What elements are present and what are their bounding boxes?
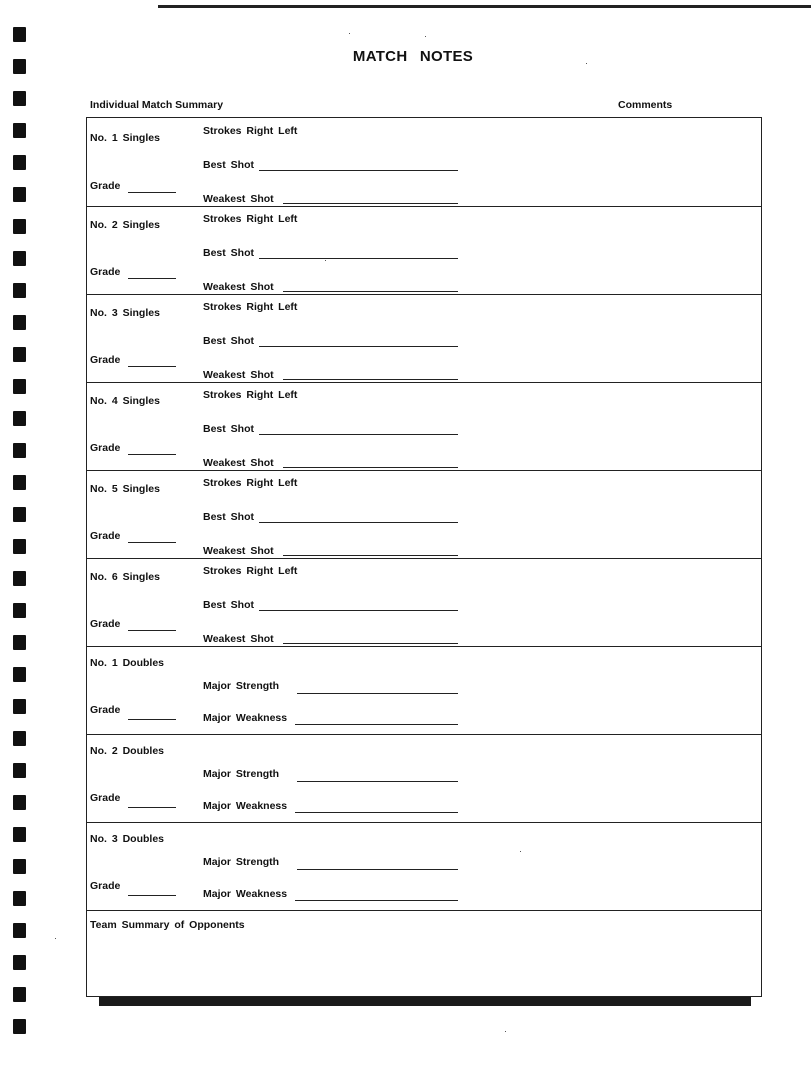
punch-hole xyxy=(13,603,26,618)
punch-hole xyxy=(13,987,26,1002)
scan-speck xyxy=(349,33,350,34)
singles-4-section xyxy=(87,383,761,471)
doubles-3-strength-label: Major Strength xyxy=(203,856,280,868)
doubles-1-grade-field[interactable] xyxy=(128,719,176,720)
top-rule xyxy=(158,5,811,8)
singles-5-best-shot-field[interactable] xyxy=(259,522,458,523)
singles-5-weakest-shot-label: Weakest Shot xyxy=(203,545,274,557)
match-notes-form xyxy=(86,117,762,997)
singles-6-section xyxy=(87,559,761,647)
doubles-3-grade-label: Grade xyxy=(90,880,121,892)
doubles-2-grade-label: Grade xyxy=(90,792,121,804)
singles-3-grade-label: Grade xyxy=(90,354,121,366)
doubles-3-weakness-field[interactable] xyxy=(295,900,458,901)
punch-hole xyxy=(13,571,26,586)
punch-hole xyxy=(13,955,26,970)
team-summary-section[interactable] xyxy=(87,911,761,997)
singles-4-weakest-shot-field[interactable] xyxy=(283,467,458,468)
punch-hole xyxy=(13,283,26,298)
doubles-1-strength-field[interactable] xyxy=(297,693,458,694)
doubles-3-grade-field[interactable] xyxy=(128,895,176,896)
singles-3-best-shot-label: Best Shot xyxy=(203,335,255,347)
individual-match-summary-header: Individual Match Summary xyxy=(90,99,224,111)
singles-5-section xyxy=(87,471,761,559)
punch-hole xyxy=(13,475,26,490)
punch-hole xyxy=(13,411,26,426)
punch-hole xyxy=(13,379,26,394)
doubles-3-section xyxy=(87,823,761,911)
singles-4-best-shot-field[interactable] xyxy=(259,434,458,435)
punch-hole xyxy=(13,923,26,938)
singles-3-strokes-label: Strokes Right Left xyxy=(203,301,298,313)
singles-6-grade-field[interactable] xyxy=(128,630,176,631)
doubles-1-weakness-label: Major Weakness xyxy=(203,712,288,724)
singles-3-weakest-shot-label: Weakest Shot xyxy=(203,369,274,381)
singles-6-grade-label: Grade xyxy=(90,618,121,630)
punch-hole xyxy=(13,699,26,714)
singles-2-strokes-label: Strokes Right Left xyxy=(203,213,298,225)
doubles-1-label: No. 1 Doubles xyxy=(90,657,165,669)
punch-hole xyxy=(13,347,26,362)
punch-hole xyxy=(13,315,26,330)
singles-1-weakest-shot-field[interactable] xyxy=(283,203,458,204)
punch-hole xyxy=(13,91,26,106)
scan-speck xyxy=(325,260,326,261)
singles-4-grade-field[interactable] xyxy=(128,454,176,455)
singles-5-best-shot-label: Best Shot xyxy=(203,511,255,523)
punch-hole xyxy=(13,891,26,906)
doubles-1-section xyxy=(87,647,761,735)
scan-speck xyxy=(586,63,587,64)
comments-header: Comments xyxy=(618,99,673,111)
doubles-2-label: No. 2 Doubles xyxy=(90,745,165,757)
singles-2-grade-label: Grade xyxy=(90,266,121,278)
singles-4-grade-label: Grade xyxy=(90,442,121,454)
punch-hole xyxy=(13,795,26,810)
singles-3-best-shot-field[interactable] xyxy=(259,346,458,347)
punch-hole xyxy=(13,667,26,682)
team-summary-label: Team Summary of Opponents xyxy=(90,919,245,931)
singles-2-section xyxy=(87,207,761,295)
singles-3-section xyxy=(87,295,761,383)
singles-5-grade-label: Grade xyxy=(90,530,121,542)
doubles-1-grade-label: Grade xyxy=(90,704,121,716)
singles-5-grade-field[interactable] xyxy=(128,542,176,543)
singles-2-best-shot-label: Best Shot xyxy=(203,247,255,259)
singles-1-grade-field[interactable] xyxy=(128,192,176,193)
singles-1-grade-label: Grade xyxy=(90,180,121,192)
singles-2-label: No. 2 Singles xyxy=(90,219,160,231)
singles-1-label: No. 1 Singles xyxy=(90,132,160,144)
singles-3-label: No. 3 Singles xyxy=(90,307,160,319)
punch-hole xyxy=(13,731,26,746)
doubles-1-weakness-field[interactable] xyxy=(295,724,458,725)
punch-hole xyxy=(13,507,26,522)
singles-4-label: No. 4 Singles xyxy=(90,395,160,407)
singles-3-grade-field[interactable] xyxy=(128,366,176,367)
punch-hole xyxy=(13,443,26,458)
singles-2-best-shot-field[interactable] xyxy=(259,258,458,259)
singles-4-best-shot-label: Best Shot xyxy=(203,423,255,435)
doubles-2-strength-label: Major Strength xyxy=(203,768,280,780)
punch-hole xyxy=(13,187,26,202)
singles-4-strokes-label: Strokes Right Left xyxy=(203,389,298,401)
singles-4-weakest-shot-label: Weakest Shot xyxy=(203,457,274,469)
scan-speck xyxy=(505,1031,506,1032)
scan-speck xyxy=(520,851,521,852)
singles-6-label: No. 6 Singles xyxy=(90,571,160,583)
singles-3-weakest-shot-field[interactable] xyxy=(283,379,458,380)
singles-1-best-shot-label: Best Shot xyxy=(203,159,255,171)
doubles-3-strength-field[interactable] xyxy=(297,869,458,870)
singles-6-weakest-shot-label: Weakest Shot xyxy=(203,633,274,645)
punch-hole xyxy=(13,155,26,170)
singles-5-weakest-shot-field[interactable] xyxy=(283,555,458,556)
punch-hole xyxy=(13,123,26,138)
singles-5-label: No. 5 Singles xyxy=(90,483,160,495)
doubles-2-weakness-field[interactable] xyxy=(295,812,458,813)
punch-hole xyxy=(13,219,26,234)
doubles-2-section xyxy=(87,735,761,823)
punch-hole xyxy=(13,1019,26,1034)
singles-6-strokes-label: Strokes Right Left xyxy=(203,565,298,577)
punch-hole xyxy=(13,539,26,554)
singles-2-grade-field[interactable] xyxy=(128,278,176,279)
singles-6-best-shot-label: Best Shot xyxy=(203,599,255,611)
singles-1-best-shot-field[interactable] xyxy=(259,170,458,171)
punch-hole xyxy=(13,859,26,874)
singles-6-best-shot-field[interactable] xyxy=(259,610,458,611)
scan-speck xyxy=(425,36,426,37)
page-title: MATCH NOTES xyxy=(352,48,474,65)
punch-hole xyxy=(13,763,26,778)
singles-5-strokes-label: Strokes Right Left xyxy=(203,477,298,489)
bottom-rule xyxy=(99,997,751,1006)
singles-1-section xyxy=(87,118,761,207)
doubles-3-weakness-label: Major Weakness xyxy=(203,888,288,900)
punch-hole xyxy=(13,27,26,42)
singles-1-weakest-shot-label: Weakest Shot xyxy=(203,193,274,205)
singles-2-weakest-shot-field[interactable] xyxy=(283,291,458,292)
doubles-2-strength-field[interactable] xyxy=(297,781,458,782)
doubles-3-label: No. 3 Doubles xyxy=(90,833,165,845)
doubles-2-grade-field[interactable] xyxy=(128,807,176,808)
singles-2-weakest-shot-label: Weakest Shot xyxy=(203,281,274,293)
punch-hole xyxy=(13,635,26,650)
doubles-2-weakness-label: Major Weakness xyxy=(203,800,288,812)
punch-hole xyxy=(13,251,26,266)
scan-speck xyxy=(55,938,56,939)
singles-1-strokes-label: Strokes Right Left xyxy=(203,125,298,137)
singles-6-weakest-shot-field[interactable] xyxy=(283,643,458,644)
punch-hole-strip xyxy=(13,27,27,1047)
punch-hole xyxy=(13,827,26,842)
doubles-1-strength-label: Major Strength xyxy=(203,680,280,692)
